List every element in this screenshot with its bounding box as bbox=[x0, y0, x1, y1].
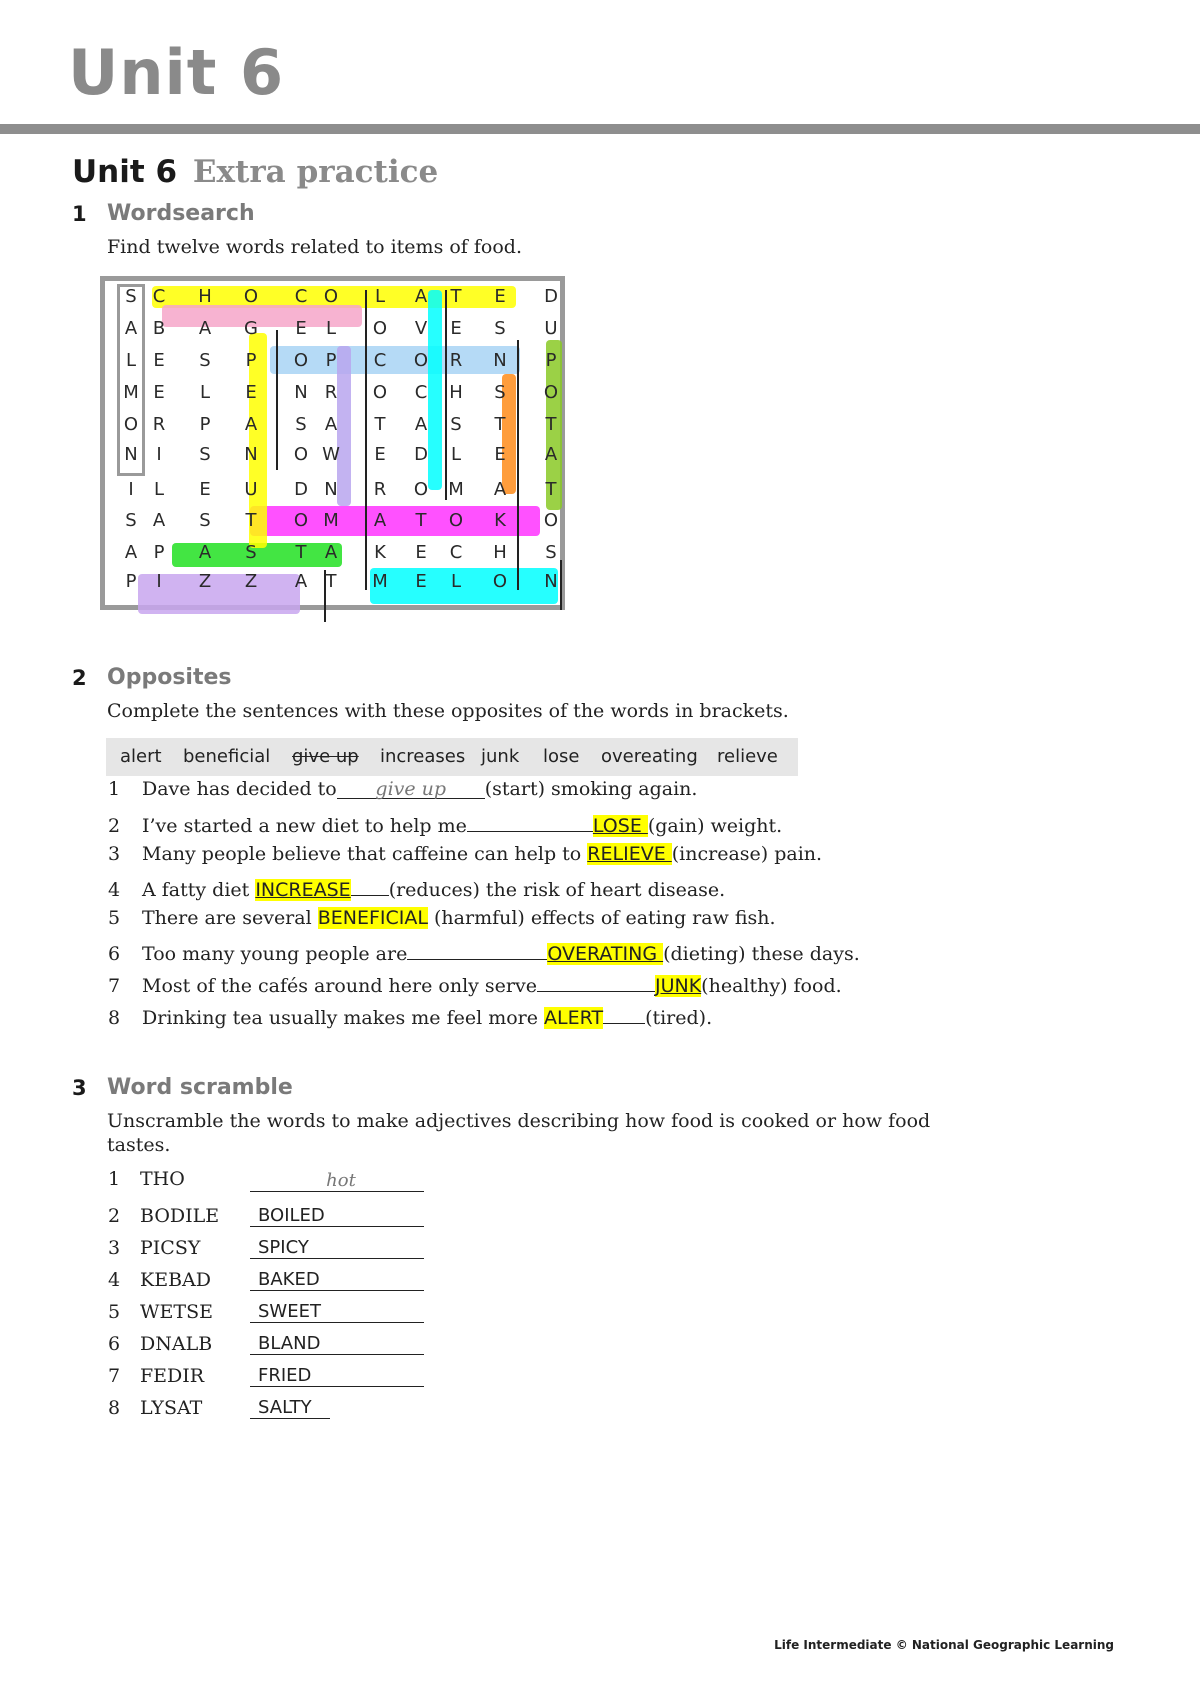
grid-letter[interactable]: A bbox=[324, 542, 338, 563]
scramble-word: FEDIR bbox=[140, 1365, 205, 1387]
word-box-item: beneficial bbox=[183, 746, 271, 767]
sentence-text: (tired). bbox=[645, 1007, 713, 1029]
scramble-word: DNALB bbox=[140, 1333, 213, 1355]
grid-letter[interactable]: N bbox=[244, 444, 258, 465]
grid-letter[interactable]: S bbox=[199, 350, 211, 371]
sentence-4 bbox=[108, 875, 725, 901]
grid-letter[interactable]: A bbox=[324, 414, 338, 435]
grid-letter[interactable]: R bbox=[373, 479, 387, 500]
grid-letter[interactable]: O bbox=[372, 318, 388, 339]
pen-mark bbox=[365, 290, 367, 590]
scramble-row bbox=[108, 1269, 428, 1297]
grid-letter[interactable]: T bbox=[494, 414, 506, 435]
sentence-text: (harmful) effects of eating raw fish. bbox=[427, 907, 776, 929]
section1-title: Wordsearch bbox=[107, 201, 255, 226]
sentence-text: (reduces) the risk of heart disease. bbox=[388, 879, 726, 901]
grid-letter[interactable]: P bbox=[153, 542, 165, 563]
grid-letter[interactable]: I bbox=[128, 479, 134, 500]
grid-letter[interactable]: O bbox=[243, 286, 259, 307]
grid-letter[interactable]: A bbox=[493, 479, 507, 500]
grid-letter[interactable]: N bbox=[544, 571, 558, 592]
answer-field[interactable]: INCREASE bbox=[255, 879, 351, 901]
scramble-number: 5 bbox=[108, 1301, 121, 1323]
grid-letter[interactable]: I bbox=[156, 571, 162, 592]
answer-field[interactable]: LOSE bbox=[592, 815, 648, 837]
grid-letter[interactable]: T bbox=[545, 479, 557, 500]
grid-letter[interactable]: S bbox=[245, 542, 257, 563]
grid-letter[interactable]: C bbox=[152, 286, 166, 307]
grid-letter[interactable]: V bbox=[414, 318, 428, 339]
grid-letter[interactable]: A bbox=[544, 444, 558, 465]
grid-letter[interactable]: R bbox=[324, 382, 338, 403]
scramble-word: WETSE bbox=[140, 1301, 213, 1323]
answer-blank bbox=[351, 875, 389, 896]
grid-letter[interactable]: H bbox=[493, 542, 507, 563]
sentence-number: 7 bbox=[108, 975, 121, 997]
scramble-answer[interactable]: BOILED bbox=[250, 1205, 424, 1227]
word-box-item: increases bbox=[380, 746, 466, 767]
grid-letter[interactable]: N bbox=[324, 479, 338, 500]
sentence-6 bbox=[108, 939, 860, 965]
scramble-row bbox=[108, 1237, 428, 1265]
sentence-text: Many people believe that caffeine can help to bbox=[142, 843, 588, 865]
answer-blank bbox=[537, 971, 655, 992]
grid-letter[interactable]: A bbox=[244, 414, 258, 435]
grid-letter[interactable]: S bbox=[199, 444, 211, 465]
grid-letter[interactable]: E bbox=[450, 318, 462, 339]
grid-letter[interactable]: H bbox=[198, 286, 212, 307]
grid-letter[interactable]: E bbox=[153, 350, 165, 371]
sentence-text: (increase) pain. bbox=[671, 843, 823, 865]
grid-letter[interactable]: O bbox=[413, 350, 429, 371]
scramble-word: BODILE bbox=[140, 1205, 220, 1227]
word-box-item: lose bbox=[543, 746, 580, 767]
grid-letter[interactable]: M bbox=[372, 571, 388, 592]
grid-letter[interactable]: Z bbox=[244, 571, 258, 592]
grid-letter[interactable]: L bbox=[374, 286, 386, 307]
scramble-number: 3 bbox=[108, 1237, 121, 1259]
footer-credit: Life Intermediate © National Geographic Learning bbox=[774, 1638, 1114, 1652]
answer-field[interactable]: BENEFICIAL bbox=[317, 907, 428, 929]
scramble-word: PICSY bbox=[140, 1237, 201, 1259]
grid-letter[interactable]: H bbox=[449, 382, 463, 403]
grid-letter[interactable]: T bbox=[545, 414, 557, 435]
grid-letter[interactable]: G bbox=[244, 318, 258, 339]
scramble-word: LYSAT bbox=[140, 1397, 203, 1419]
section1-number: 1 bbox=[72, 202, 87, 226]
sentence-number: 1 bbox=[108, 778, 121, 800]
pen-mark bbox=[276, 330, 278, 470]
section3-number: 3 bbox=[72, 1076, 87, 1100]
subtitle-unit: Unit 6 bbox=[72, 154, 178, 190]
grid-letter[interactable]: U bbox=[244, 479, 258, 500]
section2-instruction: Complete the sentences with these opposites of the words in brackets. bbox=[107, 700, 789, 722]
word-box-item: give up bbox=[292, 746, 359, 767]
grid-letter[interactable]: E bbox=[415, 542, 427, 563]
grid-letter[interactable]: L bbox=[325, 318, 337, 339]
sentence-text: I’ve started a new diet to help me bbox=[142, 815, 467, 837]
answer-blank bbox=[603, 1003, 645, 1024]
grid-letter[interactable]: A bbox=[198, 542, 212, 563]
section3-instruction-cont: tastes. bbox=[107, 1134, 171, 1156]
grid-letter[interactable]: E bbox=[295, 318, 307, 339]
sentence-number: 6 bbox=[108, 943, 121, 965]
wordsearch-grid bbox=[0, 0, 1200, 700]
scramble-answer[interactable]: SALTY bbox=[250, 1397, 330, 1419]
scramble-row bbox=[108, 1168, 428, 1196]
grid-letter[interactable]: R bbox=[449, 350, 463, 371]
grid-letter[interactable]: P bbox=[325, 350, 337, 371]
scramble-answer[interactable]: BLAND bbox=[250, 1333, 424, 1355]
grid-letter[interactable]: R bbox=[152, 414, 166, 435]
grid-letter[interactable]: P bbox=[545, 350, 557, 371]
scramble-number: 8 bbox=[108, 1397, 121, 1419]
grid-letter[interactable]: L bbox=[450, 571, 462, 592]
sentence-text: (gain) weight. bbox=[647, 815, 783, 837]
sentence-text: (dieting) these days. bbox=[663, 943, 860, 965]
grid-letter[interactable]: Z bbox=[198, 571, 212, 592]
sentence-text: (healthy) food. bbox=[701, 975, 842, 997]
grid-letter[interactable]: D bbox=[544, 286, 558, 307]
section2-number: 2 bbox=[72, 666, 87, 690]
grid-letter[interactable]: O bbox=[293, 350, 309, 371]
grid-letter[interactable]: M bbox=[448, 479, 464, 500]
sentence-number: 5 bbox=[108, 907, 121, 929]
grid-letter[interactable]: O bbox=[293, 510, 309, 531]
answer-blank bbox=[467, 811, 593, 832]
grid-letter[interactable]: T bbox=[450, 286, 462, 307]
grid-letter[interactable]: S bbox=[295, 414, 307, 435]
grid-letter[interactable]: B bbox=[152, 318, 166, 339]
sentence-text: Dave has decided to bbox=[142, 778, 337, 800]
grid-letter[interactable]: A bbox=[294, 571, 308, 592]
sentence-text: There are several bbox=[142, 907, 318, 929]
scramble-answer[interactable]: SWEET bbox=[250, 1301, 424, 1323]
grid-letter[interactable]: N bbox=[294, 382, 308, 403]
grid-letter[interactable]: P bbox=[199, 414, 211, 435]
grid-letter[interactable]: I bbox=[156, 444, 162, 465]
scramble-row bbox=[108, 1205, 428, 1233]
answer-field[interactable]: JUNK bbox=[654, 975, 702, 997]
sentence-8 bbox=[108, 1003, 712, 1029]
section3-instruction: Unscramble the words to make adjectives describing how food is cooked or how food bbox=[107, 1110, 931, 1132]
grid-letter[interactable]: E bbox=[415, 571, 427, 592]
grid-letter[interactable]: P bbox=[245, 350, 257, 371]
grid-letter[interactable]: L bbox=[153, 479, 165, 500]
page-heading: Unit 6 bbox=[68, 36, 285, 109]
grid-letter[interactable]: P bbox=[125, 571, 137, 592]
grid-letter[interactable]: S bbox=[545, 542, 557, 563]
word-box-item: junk bbox=[481, 746, 520, 767]
grid-letter[interactable]: O bbox=[413, 479, 429, 500]
grid-letter[interactable]: O bbox=[293, 444, 309, 465]
scramble-row bbox=[108, 1397, 428, 1425]
sentence-text: A fatty diet bbox=[142, 879, 256, 901]
grid-letter[interactable]: A bbox=[414, 414, 428, 435]
grid-letter[interactable]: T bbox=[374, 414, 386, 435]
grid-letter[interactable]: A bbox=[198, 318, 212, 339]
grid-letter[interactable]: E bbox=[153, 382, 165, 403]
sentence-number: 4 bbox=[108, 879, 121, 901]
word-box-item: alert bbox=[120, 746, 162, 767]
scramble-row bbox=[108, 1333, 428, 1361]
grid-letter[interactable]: U bbox=[544, 318, 558, 339]
scramble-answer[interactable]: SPICY bbox=[250, 1237, 424, 1259]
scramble-number: 6 bbox=[108, 1333, 121, 1355]
scramble-answer[interactable]: FRIED bbox=[250, 1365, 424, 1387]
grid-letter[interactable]: S bbox=[125, 286, 137, 307]
grid-letter[interactable]: A bbox=[124, 542, 138, 563]
answer-field[interactable]: give up bbox=[337, 778, 485, 799]
grid-letter[interactable]: T bbox=[295, 542, 307, 563]
grid-letter[interactable]: C bbox=[373, 350, 387, 371]
grid-letter[interactable]: D bbox=[414, 444, 428, 465]
section1-instruction: Find twelve words related to items of food. bbox=[107, 236, 522, 258]
grid-letter[interactable]: E bbox=[374, 444, 386, 465]
sentence-text: (start) smoking again. bbox=[484, 778, 698, 800]
grid-letter[interactable]: O bbox=[543, 510, 559, 531]
scramble-word: THO bbox=[140, 1168, 185, 1190]
grid-letter[interactable]: T bbox=[245, 510, 257, 531]
scramble-number: 1 bbox=[108, 1168, 121, 1190]
sentence-2 bbox=[108, 811, 782, 837]
grid-letter[interactable]: S bbox=[199, 510, 211, 531]
sentence-7 bbox=[108, 971, 842, 997]
grid-letter[interactable]: S bbox=[125, 510, 137, 531]
grid-letter[interactable]: W bbox=[322, 444, 340, 465]
grid-letter[interactable]: D bbox=[294, 479, 308, 500]
grid-letter[interactable]: E bbox=[199, 479, 211, 500]
grid-letter[interactable]: C bbox=[449, 542, 463, 563]
section3-title: Word scramble bbox=[107, 1075, 293, 1100]
grid-letter[interactable]: S bbox=[494, 318, 506, 339]
scramble-answer[interactable]: BAKED bbox=[250, 1269, 424, 1291]
sentence-text: Drinking tea usually makes me feel more bbox=[142, 1007, 545, 1029]
grid-letter[interactable]: E bbox=[494, 286, 506, 307]
sentence-text: Most of the cafés around here only serve bbox=[142, 975, 537, 997]
word-box-item: relieve bbox=[717, 746, 778, 767]
grid-letter[interactable]: K bbox=[494, 510, 506, 531]
grid-letter[interactable]: S bbox=[494, 382, 506, 403]
grid-letter[interactable]: A bbox=[152, 510, 166, 531]
grid-letter[interactable]: N bbox=[124, 444, 138, 465]
sentence-1 bbox=[108, 778, 697, 800]
word-box-item: overeating bbox=[601, 746, 698, 767]
pen-mark bbox=[517, 340, 519, 590]
scramble-row bbox=[108, 1301, 428, 1329]
grid-letter[interactable]: O bbox=[543, 382, 559, 403]
grid-letter[interactable]: L bbox=[450, 444, 462, 465]
section2-title: Opposites bbox=[107, 665, 232, 690]
scramble-number: 2 bbox=[108, 1205, 121, 1227]
grid-letter[interactable]: E bbox=[245, 382, 257, 403]
scramble-number: 4 bbox=[108, 1269, 121, 1291]
answer-field[interactable]: OVERATING bbox=[547, 943, 664, 965]
sentence-3 bbox=[108, 843, 822, 865]
grid-letter[interactable]: A bbox=[373, 510, 387, 531]
grid-letter[interactable]: L bbox=[199, 382, 211, 403]
grid-letter[interactable]: T bbox=[415, 510, 427, 531]
grid-letter[interactable]: M bbox=[323, 510, 339, 531]
grid-letter[interactable]: T bbox=[325, 571, 337, 592]
grid-letter[interactable]: E bbox=[494, 444, 506, 465]
subtitle-extra-practice: Extra practice bbox=[192, 154, 439, 190]
scramble-word: KEBAD bbox=[140, 1269, 211, 1291]
sentence-number: 8 bbox=[108, 1007, 121, 1029]
grid-letter[interactable]: K bbox=[374, 542, 386, 563]
grid-letter[interactable]: O bbox=[448, 510, 464, 531]
sentence-5 bbox=[108, 907, 776, 929]
sentence-number: 2 bbox=[108, 815, 121, 837]
grid-letter[interactable]: A bbox=[414, 286, 428, 307]
scramble-number: 7 bbox=[108, 1365, 121, 1387]
answer-field[interactable]: RELIEVE bbox=[587, 843, 672, 865]
grid-letter[interactable]: C bbox=[414, 382, 428, 403]
grid-letter[interactable]: O bbox=[323, 286, 339, 307]
grid-letter[interactable]: S bbox=[450, 414, 462, 435]
grid-letter[interactable]: C bbox=[294, 286, 308, 307]
grid-letter[interactable]: N bbox=[493, 350, 507, 371]
sentence-number: 3 bbox=[108, 843, 121, 865]
grid-letter[interactable]: O bbox=[492, 571, 508, 592]
answer-field[interactable]: ALERT bbox=[544, 1007, 604, 1029]
grid-letter[interactable]: M bbox=[123, 382, 139, 403]
answer-blank bbox=[407, 939, 547, 960]
sentence-text: Too many young people are bbox=[142, 943, 408, 965]
scramble-row bbox=[108, 1365, 428, 1393]
scramble-answer[interactable]: hot bbox=[250, 1170, 424, 1192]
grid-letter[interactable]: L bbox=[125, 350, 137, 371]
grid-letter[interactable]: O bbox=[123, 414, 139, 435]
grid-letter[interactable]: A bbox=[124, 318, 138, 339]
grid-letter[interactable]: O bbox=[372, 382, 388, 403]
